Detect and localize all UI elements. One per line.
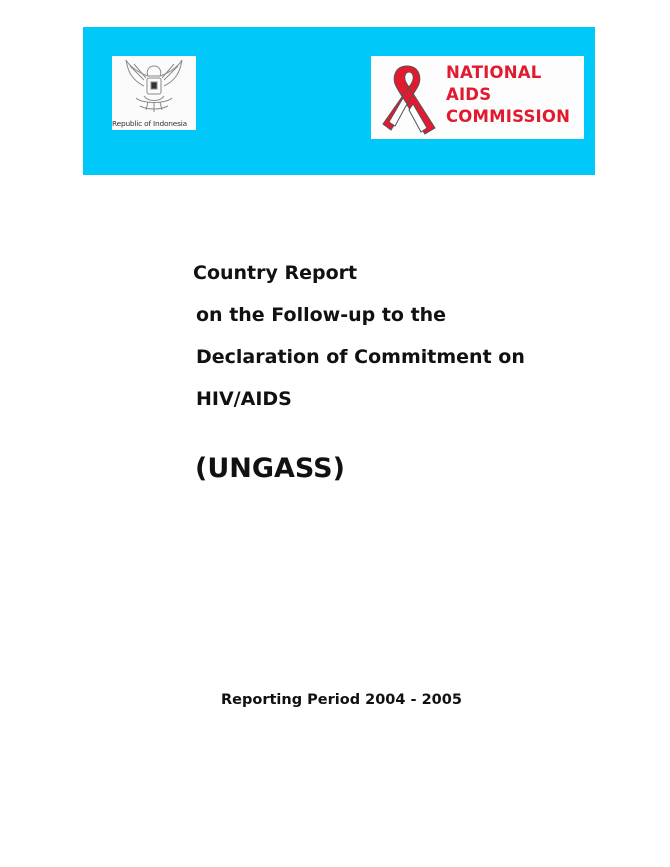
title-line-2: on the Follow-up to the [196,304,447,326]
logo-caption: Republic of Indonesia [112,119,187,128]
reporting-period: Reporting Period 2004 - 2005 [221,692,462,708]
red-ribbon-icon [373,58,445,138]
title-line-3: Declaration of Commitment on [196,346,525,368]
title-line-4: HIV/AIDS [196,388,292,410]
commission-line-3: COMMISSION [446,107,571,126]
commission-name [446,62,570,128]
title-line-1: Country Report [193,262,358,284]
ungass-acronym: (UNGASS) [195,453,345,484]
commission-line-2: AIDS [446,85,492,104]
commission-line-1: NATIONAL [446,63,542,82]
republic-of-indonesia-logo [112,56,196,130]
national-aids-commission-logo [371,56,584,139]
garuda-emblem-icon [122,58,186,116]
